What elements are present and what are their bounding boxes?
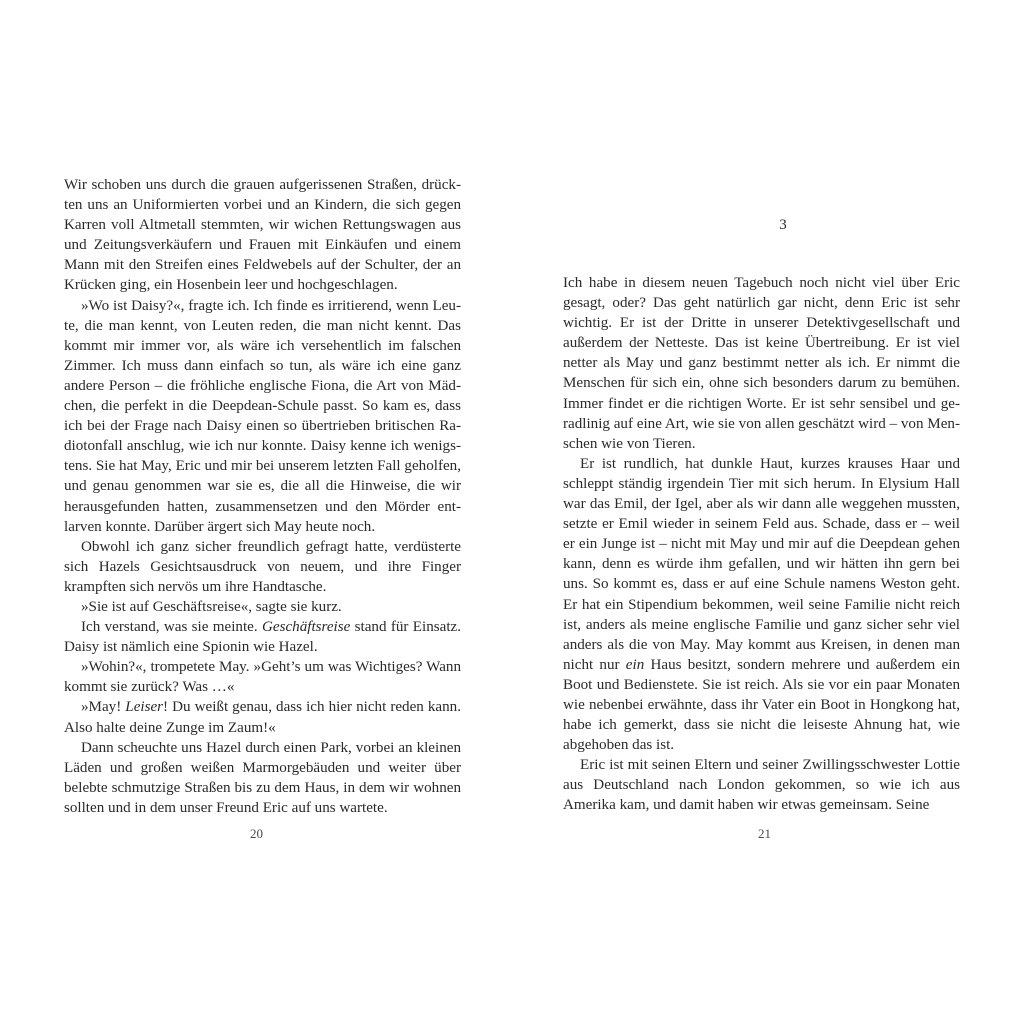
text-run: Eric ist mit seinen Eltern und seiner Zwillingsschwester Lottie aus Deutschland nach London gekommen, so wie ich aus Amerika kam, und damit haben wir etwas gemeinsam. Seine	[563, 757, 960, 814]
chapter-number: 3	[779, 217, 787, 233]
text-run: Haus besitzt, sondern mehrere und außerdem ein Boot und Bedienstete. Sie ist reich. Als sie vor ein paar Monaten wie nebenbei erwähnte, dass ihr Vater ein Boot in Hongkong hat, habe ich gemerkt, dass sie nicht die leiseste Ahnung hat, wie abgehoben das ist.	[563, 656, 960, 754]
text-run: »Wo ist Daisy?«, fragte ich. Ich finde es irritierend, wenn Leute, die man kennt, von Leuten reden, die man nicht kennt. Das kommt mir immer vor, als wäre ich versehentlich im falschen Zimmer. Ich muss dann einfach so tun, als wäre ich eine ganz andere Person – die fröhliche englische Fiona, die Art von Mädchen, die perfekt in die Deepdean-Schule passt. So kam es, dass ich bei der Frage nach Daisy einen so übertrieben britischen Radiotonfall anschlug, wie ich nur konnte. Daisy kenne ich wenigstens. Sie hat May, Eric und mir bei unserem letzten Fall geholfen, und genau genommen war sie es, die all die Hinweise, die wir herausgefunden hatten, zusammensetzen und den Mörder entlarven konnte. Darüber ärgert sich May heute noch.	[64, 297, 461, 535]
emphasized-text: Leiser	[125, 699, 164, 716]
text-run: Dann scheuchte uns Hazel durch einen Park, vorbei an kleinen Läden und großen weißen Marmorgebäuden und weiter über belebte schmutzige Straßen bis zu dem Haus, in dem wir wohnen sollten und in dem unser Freund Eric auf uns wartete.	[64, 739, 461, 816]
text-run: Wir schoben uns durch die grauen aufgerissenen Straßen, drückten uns an Uniformierten vorbei und an Kindern, die sich gegen Karren voll Altmetall stemmten, wir wichen Rettungswagen aus und Zeitungsverkäufern und Frauen mit Einkäufen und einem Mann mit den Streifen eines Feldwebels auf der Schulter, der an Krücken ging, ein Hosenbein leer und hochgeschlagen.	[64, 177, 461, 294]
text-run: Er ist rundlich, hat dunkle Haut, kurzes krauses Haar und schleppt ständig irgendein Tier mit sich herum. In Elysium Hall war das Emil, der Igel, aber als wir dann alle weggehen mussten, setzte er Emil wieder in seinem Feld aus. Schade, dass er – weil er ein Junge ist – nicht mit May und mir auf die Deepdean gehen kann, denn es würde ihm gefallen, und wir hätten ihn gern bei uns. So kommt es, dass er auf eine Schule namens Weston geht. Er hat ein Stipendium bekommen, weil seine Familie nicht reich ist, anders als meine englische Familie und ganz sicher sehr viel anders als die von May. May kommt aus Kreisen, in denen man nicht nur	[563, 455, 960, 673]
paragraph	[563, 755, 960, 815]
emphasized-text: Geschäftsreise	[261, 619, 351, 636]
paragraph	[64, 597, 461, 617]
text-run: »Sie ist auf Geschäftsreise«, sagte sie kurz.	[81, 598, 342, 615]
chapter-number-container	[512, 215, 1024, 235]
right-page-number: 21	[758, 826, 771, 841]
paragraph	[64, 296, 461, 537]
paragraph	[64, 738, 461, 818]
text-run: Obwohl ich ganz sicher freundlich gefragt hatte, verdüsterte sich Hazels Gesichtsausdruck von neuem, und ihre Finger krampften sich nervös um ihre Handtasche.	[64, 538, 461, 595]
paragraph	[64, 657, 461, 697]
emphasized-text: ein	[625, 656, 645, 673]
left-page-body-text	[64, 175, 461, 818]
paragraph	[64, 617, 461, 657]
paragraph	[563, 454, 960, 755]
right-page-body-text	[563, 273, 960, 816]
text-run: »May!	[81, 699, 126, 716]
paragraph	[64, 175, 461, 296]
right-page	[512, 0, 1024, 1024]
left-page-number: 20	[250, 826, 263, 841]
text-run: »Wohin?«, trompetete May. »Geht’s um was Wichtiges? Wann kommt sie zurück? Was …«	[64, 659, 461, 696]
text-run: ! Du weißt genau, dass ich hier nicht reden kann. Also halte deine Zunge im Zaum!«	[64, 699, 461, 736]
text-run: Ich verstand, was sie meinte.	[81, 619, 262, 636]
paragraph	[64, 697, 461, 737]
paragraph	[64, 537, 461, 597]
text-run: Ich habe in diesem neuen Tagebuch noch nicht viel über Eric gesagt, oder? Das geht natürlich gar nicht, denn Eric ist sehr wichtig. Er ist der Dritte in unserer Detektivgesellschaft und außerdem der Netteste. Das ist keine Übertreibung. Er ist viel netter als May und ganz bestimmt netter als ich. Er nimmt die Menschen für sich ein, ohne sich besonders darum zu bemühen. Immer findet er die richtigen Worte. Er ist sehr sensibel und geradlinig auf eine Art, wie sie von allen geschätzt wird – von Menschen wie von Tieren.	[563, 275, 960, 452]
text-run: stand für Einsatz. Daisy ist nämlich eine Spionin wie Hazel.	[64, 619, 461, 656]
paragraph	[563, 273, 960, 454]
